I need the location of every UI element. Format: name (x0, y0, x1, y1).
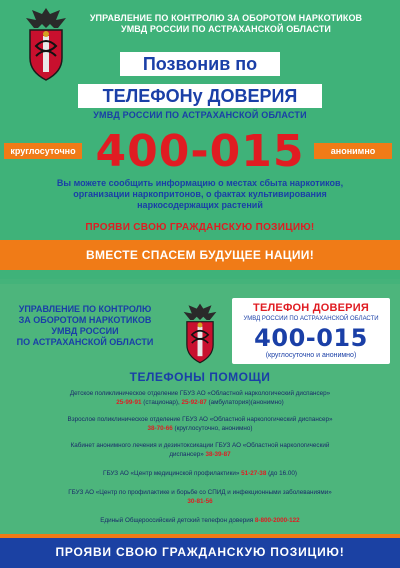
help-entry-name: ГБУЗ АО «Центр по профилактике и борьбе со СПИД и инфекционными заболеваниями» (68, 489, 332, 496)
help-entry-name: ГБУЗ АО «Центр медицинской профилактики» (103, 470, 240, 477)
help-entry (10, 442, 390, 459)
hotline-phone-number[interactable]: 400-015 (95, 126, 305, 177)
help-entry (10, 517, 390, 526)
phone-note: (амбулатория)(анонимно) (206, 398, 284, 406)
emblem-icon (20, 6, 72, 84)
info-line: Вы можете сообщить информацию о местах сбыта наркотиков, (56, 178, 344, 188)
help-entry-name: Взрослое поликлиническое отделение ГБУЗ АО «Областной наркологический диспансер» (67, 416, 333, 423)
phone-number[interactable]: 30-81-56 (187, 497, 213, 505)
help-entry-name: Единый Общероссийский детский телефон доверия (100, 517, 254, 524)
info-line: наркосодержащих растений (137, 200, 263, 210)
hotline-subtitle: УМВД РОССИИ ПО АСТРАХАНСКОЙ ОБЛАСТИ (243, 316, 379, 322)
org-line: ЗА ОБОРОТОМ НАРКОТИКОВ (18, 315, 152, 325)
phone-note: (до 16.00) (266, 470, 297, 477)
org-line: УМВД РОССИИ ПО АСТРАХАНСКОЙ ОБЛАСТИ (121, 24, 331, 34)
banner-top-text: ВМЕСТЕ СПАСЕМ БУДУЩЕЕ НАЦИИ! (85, 248, 314, 262)
help-entry-name: Детское поликлиническое отделение ГБУЗ АО «Областной наркологический диспансер» (69, 390, 331, 397)
headline-1: Позвонив по (142, 54, 258, 74)
help-entry-phones (10, 399, 390, 408)
help-entry-phones (10, 498, 390, 507)
headline-box-1 (120, 52, 280, 76)
info-line: организации наркопритонов, о фактах культивирования (73, 189, 327, 199)
help-entry (10, 489, 390, 506)
banner-bottom-text: ПРОЯВИ СВОЮ ГРАЖДАНСКУЮ ПОЗИЦИЮ! (55, 545, 345, 559)
hotline-box (232, 298, 390, 364)
subheadline: УМВД РОССИИ ПО АСТРАХАНСКОЙ ОБЛАСТИ (93, 110, 307, 120)
help-entry (10, 470, 390, 479)
org-line: УПРАВЛЕНИЕ ПО КОНТРОЛЮ ЗА ОБОРОТОМ НАРКОТИКОВ (89, 13, 363, 23)
headline-box-2 (78, 84, 322, 108)
org-line: ПО АСТРАХАНСКОЙ ОБЛАСТИ (16, 337, 154, 347)
headline-2: ТЕЛЕФОНу ДОВЕРИЯ (102, 86, 298, 106)
help-entry (10, 416, 390, 433)
banner-bottom (0, 537, 400, 567)
hotline-title: ТЕЛЕФОН ДОВЕРИЯ (253, 302, 369, 314)
help-entry-phones (10, 451, 390, 460)
top-section (0, 0, 400, 279)
banner-top (0, 240, 400, 270)
help-entry-name: Кабинет анонимного лечения и дезинтоксикации ГБУЗ АО «Областной наркологический (70, 442, 330, 449)
emblem-icon (178, 302, 222, 366)
phone-number[interactable]: 38-39-87 (205, 450, 231, 458)
tag-anonymous: анонимно (314, 143, 392, 159)
help-entry-name-cont: диспансер» (169, 450, 204, 458)
phone-number[interactable]: 25-99-91 (116, 398, 142, 406)
phone-number[interactable]: 38-70-66 (147, 424, 173, 432)
org-title-bottom (10, 304, 160, 348)
bottom-section (0, 284, 400, 568)
help-entry-phones (10, 425, 390, 434)
bottom-panel (0, 284, 400, 534)
phone-note: (стационар), (141, 398, 182, 406)
civic-slogan-top: ПРОЯВИ СВОЮ ГРАЖДАНСКУЮ ПОЗИЦИЮ! (85, 222, 315, 233)
hotline-note: (круглосуточно и анонимно) (265, 352, 357, 359)
help-entry-phones (10, 470, 390, 479)
info-paragraph (48, 178, 352, 211)
help-phones-title: ТЕЛЕФОНЫ ПОМОЩИ (129, 370, 271, 384)
org-title-top (76, 13, 376, 35)
help-entry (10, 390, 390, 407)
org-line: УМВД РОССИИ (51, 326, 119, 336)
phone-number[interactable]: 51-27-38 (241, 470, 267, 477)
help-entry-phones (10, 517, 390, 526)
phone-number[interactable]: 8-800-2000-122 (254, 517, 300, 524)
hotline-phone-number[interactable]: 400-015 (254, 324, 368, 352)
phone-number[interactable]: 25-92-87 (181, 398, 207, 406)
phone-note: (круглосуточно, анонимно) (172, 424, 253, 432)
org-line: УПРАВЛЕНИЕ ПО КОНТРОЛЮ (18, 304, 152, 314)
tag-round-the-clock: круглосуточно (4, 143, 82, 159)
